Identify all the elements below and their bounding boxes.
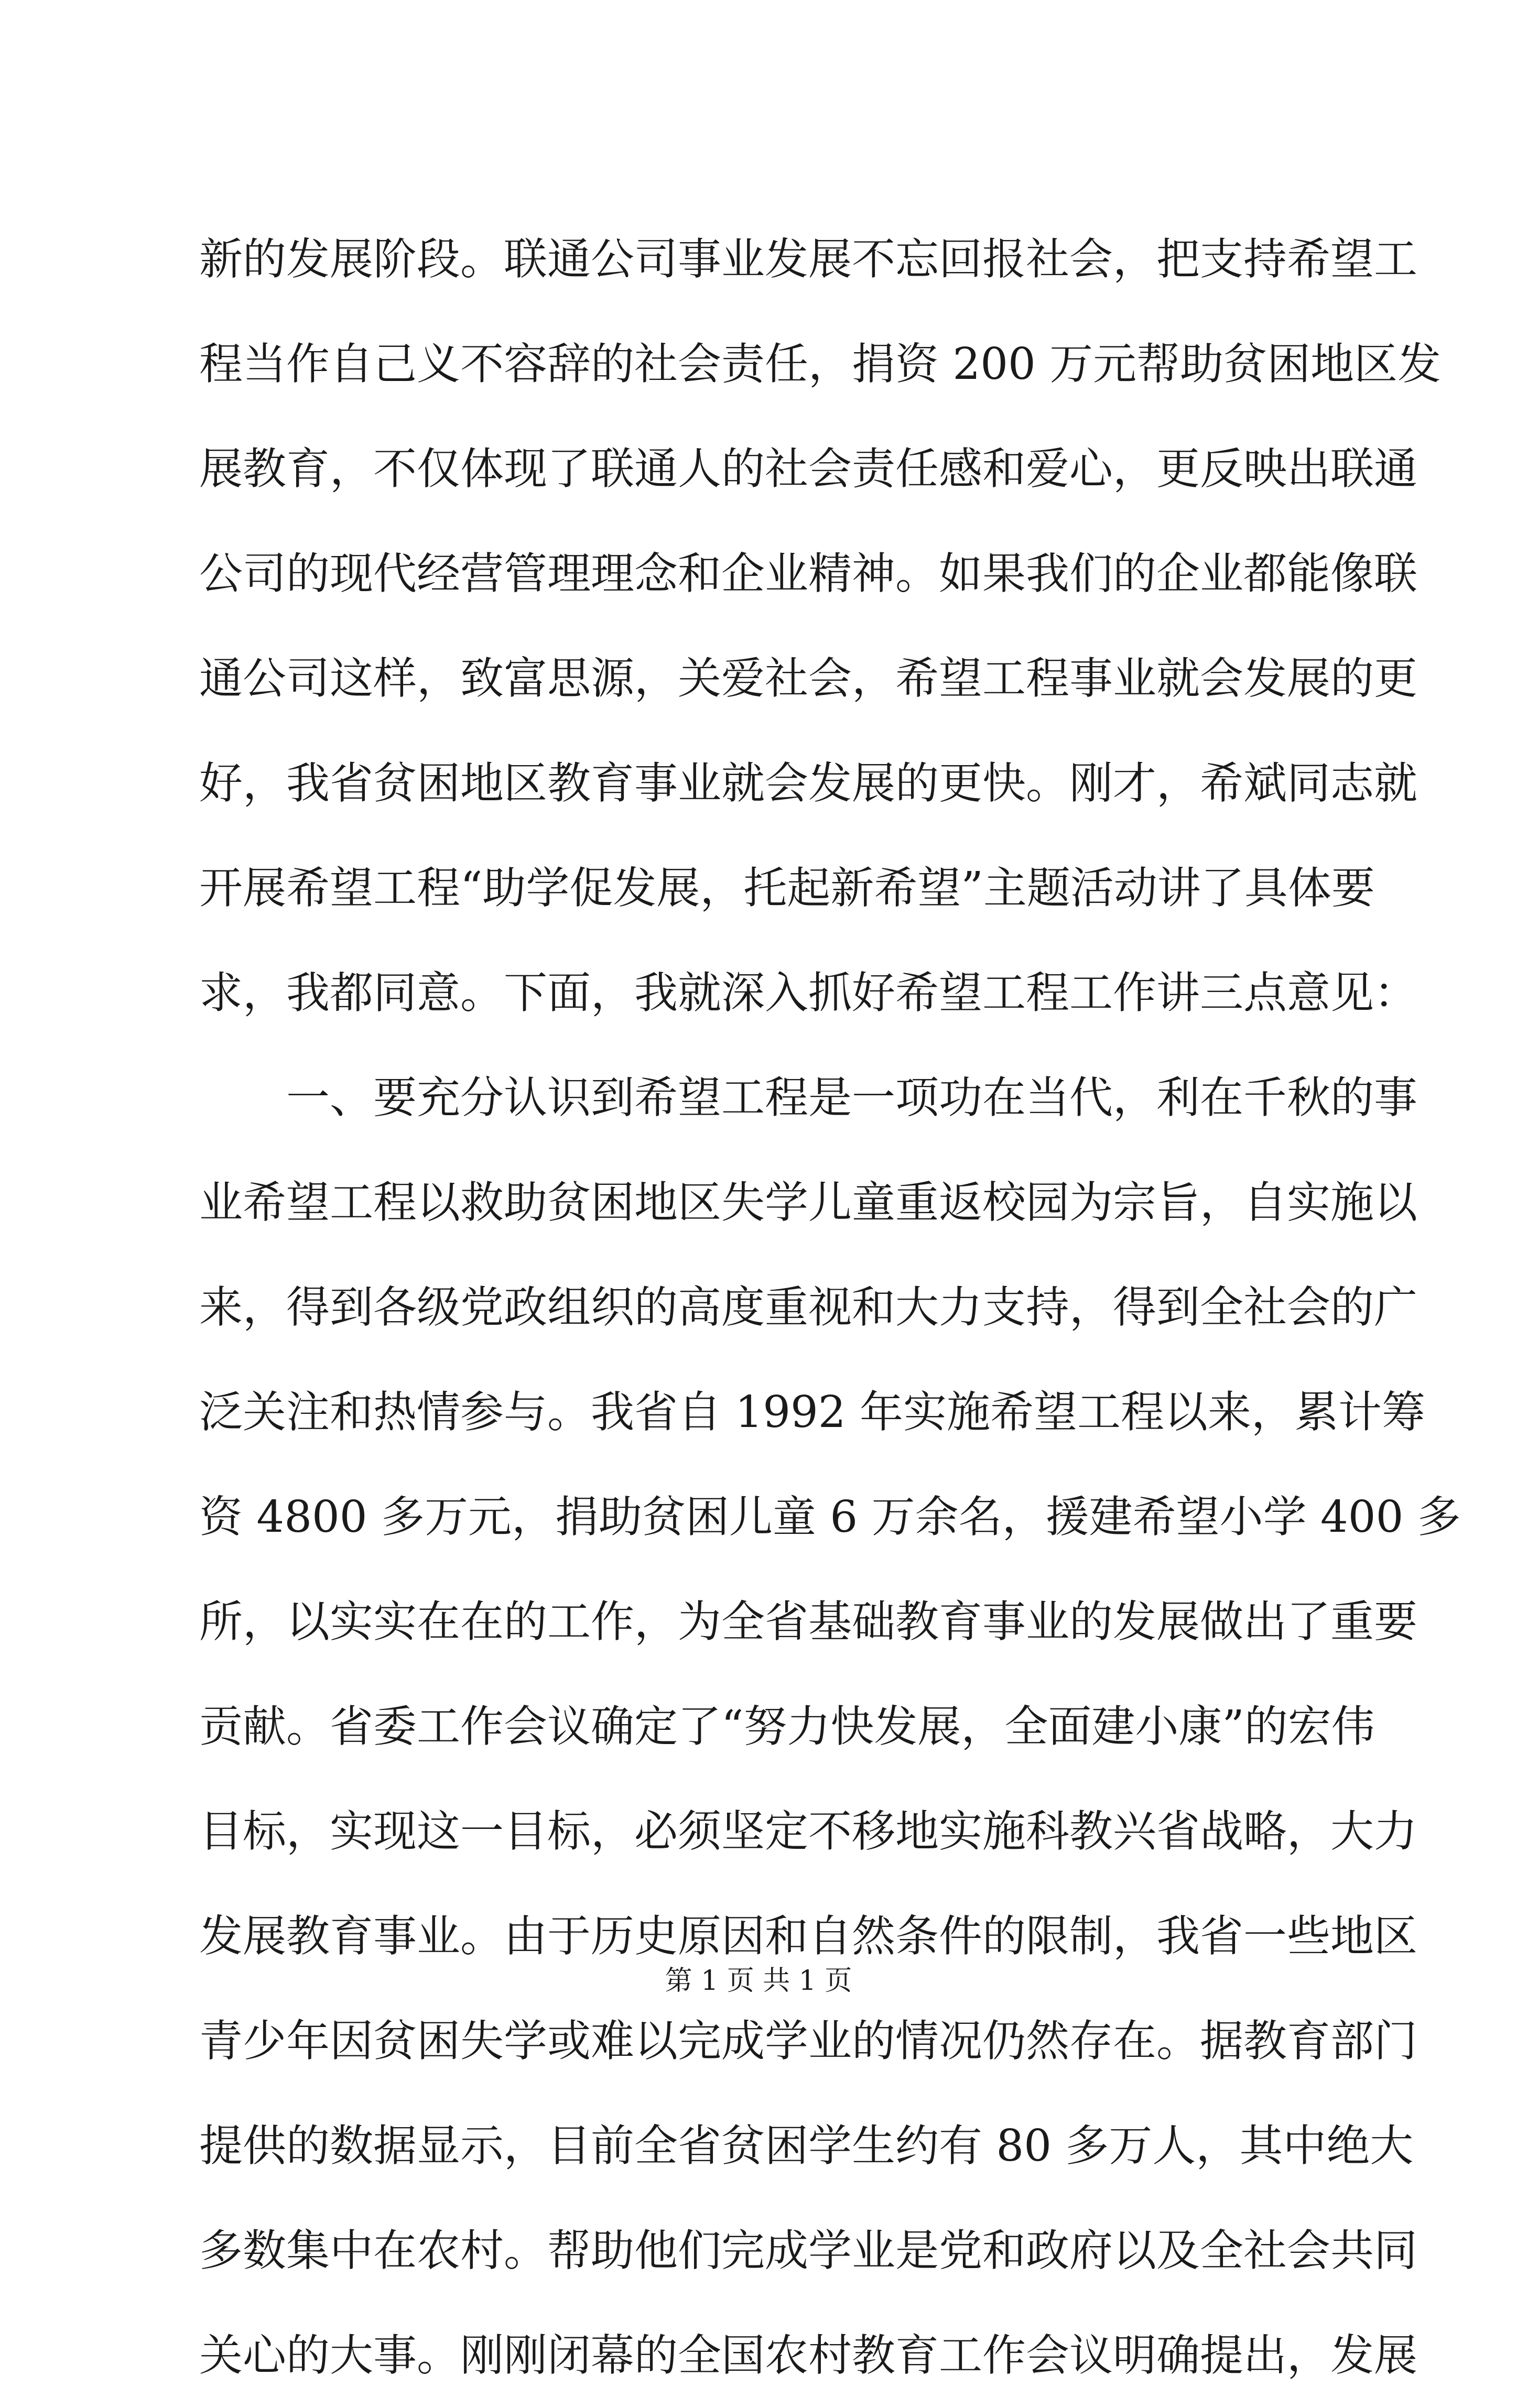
text-line: 贡献。省委工作会议确定了“努力快发展，全面建小康”的宏伟	[199, 1701, 1375, 1752]
text-line: 所，以实实在在的工作，为全省基础教育事业的发展做出了重要	[199, 1596, 1417, 1647]
text-line: 求，我都同意。下面，我就深入抓好希望工程工作讲三点意见：	[199, 967, 1417, 1018]
text-line: 来，得到各级党政组织的高度重视和大力支持，得到全社会的广	[199, 1282, 1417, 1333]
text-line: 开展希望工程“助学促发展，托起新希望”主题活动讲了具体要	[199, 863, 1375, 913]
text-line: 业希望工程以救助贫困地区失学儿童重返校园为宗旨，自实施以	[199, 1177, 1417, 1228]
text-line: 多数集中在农村。帮助他们完成学业是党和政府以及全社会共同	[199, 2225, 1417, 2276]
text-line: 新的发展阶段。联通公司事业发展不忘回报社会，把支持希望工	[199, 234, 1417, 285]
text-line: 提供的数据显示，目前全省贫困学生约有 80 多万人，其中绝大	[199, 2120, 1414, 2171]
text-line: 通公司这样，致富思源，关爱社会，希望工程事业就会发展的更	[199, 653, 1417, 704]
text-line: 发展教育事业。由于历史原因和自然条件的限制，我省一些地区	[199, 1911, 1417, 1962]
text-line: 好，我省贫困地区教育事业就会发展的更快。刚才，希斌同志就	[199, 758, 1417, 809]
text-line: 程当作自己义不容辞的社会责任，捐资 200 万元帮助贫困地区发	[199, 339, 1442, 389]
text-line: 泛关注和热情参与。我省自 1992 年实施希望工程以来，累计筹	[199, 1387, 1425, 1437]
page-footer: 第 1 页 共 1 页	[665, 1965, 852, 1997]
body-text	[199, 207, 1461, 2408]
text-line: 公司的现代经营管理理念和企业精神。如果我们的企业都能像联	[199, 548, 1417, 599]
text-line: 青少年因贫困失学或难以完成学业的情况仍然存在。据教育部门	[199, 2015, 1417, 2066]
text-line: 目标，实现这一目标，必须坚定不移地实施科教兴省战略，大力	[199, 1806, 1417, 1857]
text-line: 一、要充分认识到希望工程是一项功在当代，利在千秋的事	[199, 1072, 1417, 1123]
text-line: 展教育，不仅体现了联通人的社会责任感和爱心，更反映出联通	[199, 443, 1417, 494]
text-line: 资 4800 多万元，捐助贫困儿童 6 万余名，援建希望小学 400 多	[199, 1491, 1461, 1542]
text-line: 关心的大事。刚刚闭幕的全国农村教育工作会议明确提出，发展	[199, 2330, 1417, 2381]
